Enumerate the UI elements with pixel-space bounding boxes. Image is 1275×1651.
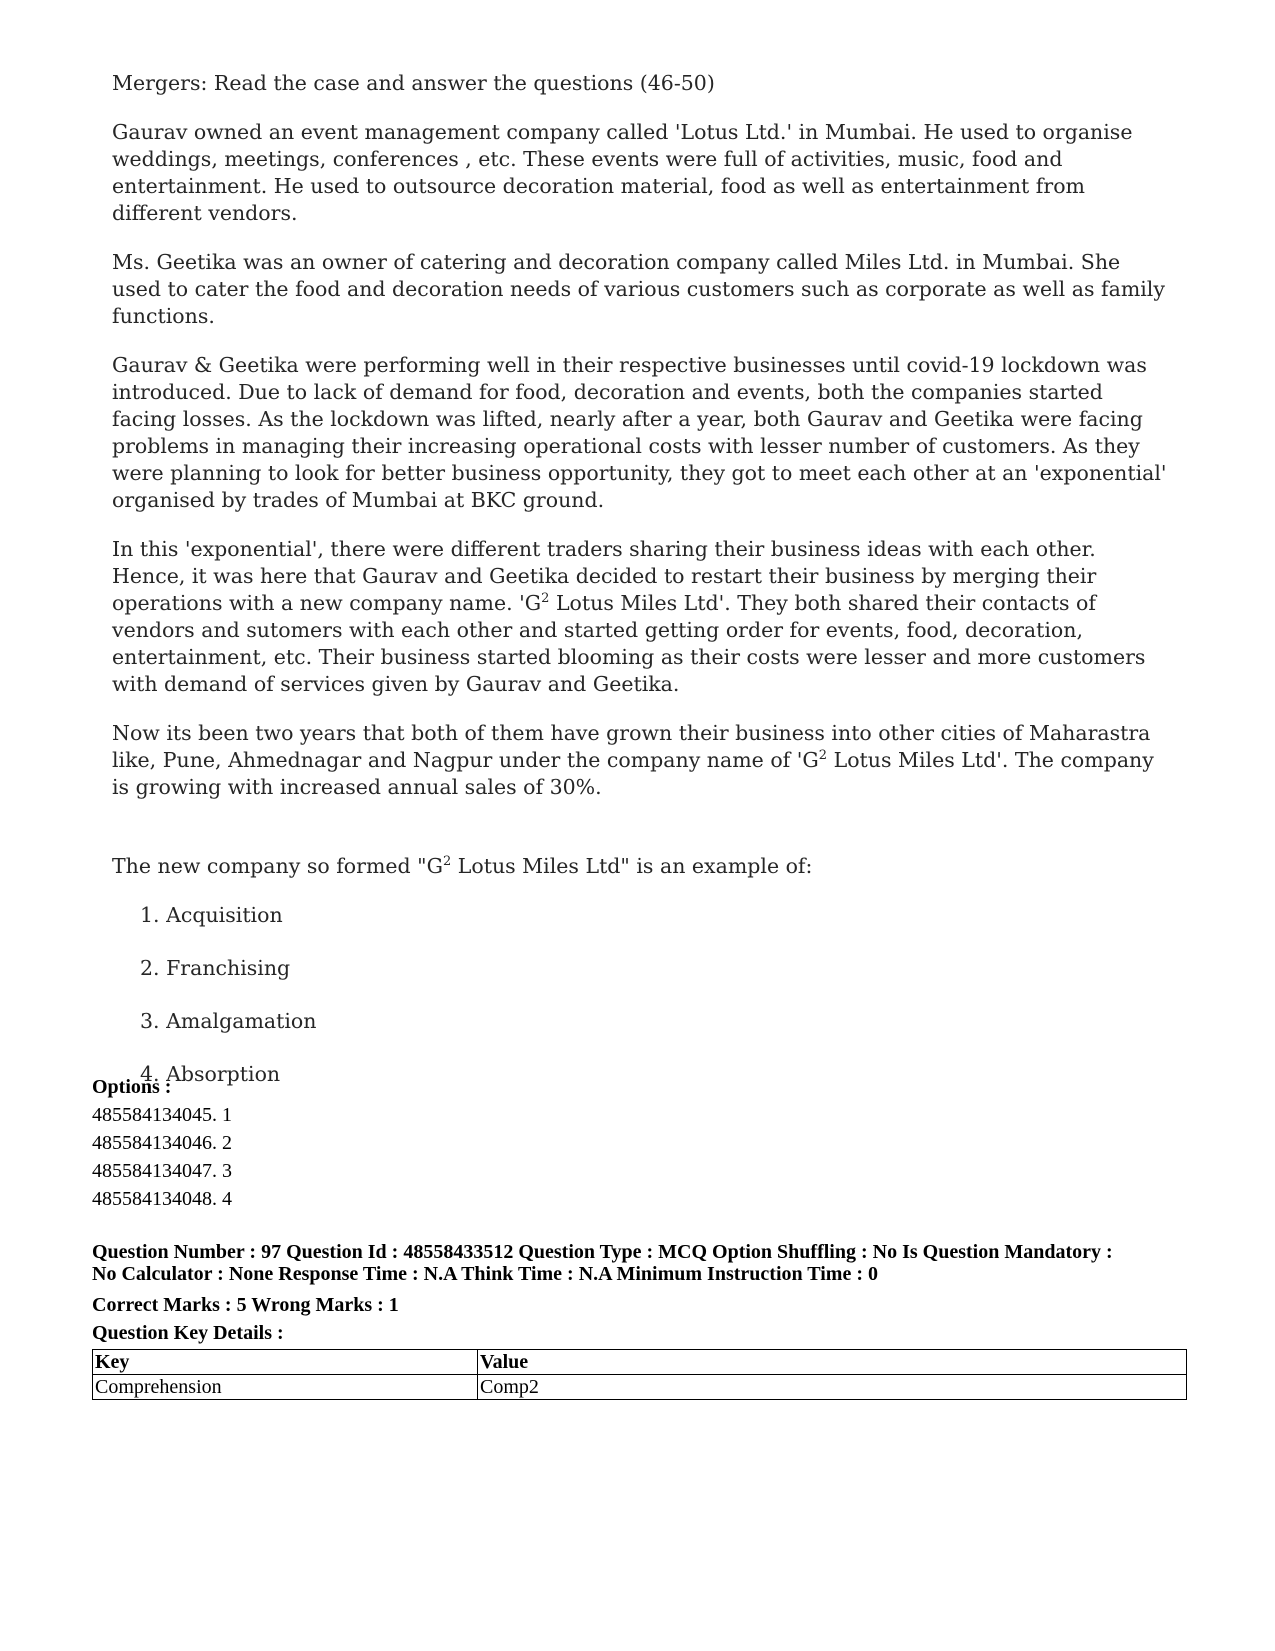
passage-paragraph-4 <box>112 536 1172 698</box>
question-info-line-2: No Calculator : None Response Time : N.A Think Time : N.A Minimum Instruction Time : 0 <box>92 1263 878 1285</box>
question-text-part-a: The new company so formed "G <box>112 854 443 878</box>
passage-paragraph-5 <box>112 720 1172 801</box>
answer-choice: 4. Absorption <box>140 1062 281 1086</box>
passage-paragraph-3: Gaurav & Geetika were performing well in their respective businesses until covid-19 lockdown was introduced. Due to lack of demand for food, decoration and events, both the companies started facing losses. As the lockdown was lifted, nearly after a year, both Gaurav and Geetika were facing problems in managing their increasing operational costs with lesser number of customers. As they were planning to look for better business opportunity, they got to meet each other at an 'exponential' organised by trades of Mumbai at BKC ground. <box>112 353 1167 512</box>
table-header-row <box>93 1350 1187 1375</box>
passage-heading: Mergers: Read the case and answer the questions (46-50) <box>112 71 715 95</box>
passage-paragraph-5-part-b: Lotus Miles Ltd'. The company is growing with increased annual sales of 30%. <box>112 748 1154 799</box>
question-info <box>92 1241 1192 1285</box>
answer-choice: 2. Franchising <box>140 956 291 980</box>
option-id-line: 485584134046. 2 <box>92 1132 232 1154</box>
table-header-key: Key <box>93 1350 478 1375</box>
option-id-line: 485584134048. 4 <box>92 1188 232 1210</box>
superscript: 2 <box>442 854 452 869</box>
answer-choice: 1. Acquisition <box>140 903 283 927</box>
table-row <box>93 1375 1187 1400</box>
superscript: 2 <box>818 748 828 763</box>
answer-choice-list <box>140 902 1172 1088</box>
passage-paragraph-2: Ms. Geetika was an owner of catering and decoration company called Miles Ltd. in Mumbai. She used to cater the food and decoration needs of various customers such as corporate as well as family functions. <box>112 250 1165 328</box>
question-text-part-b: Lotus Miles Ltd" is an example of: <box>451 854 813 878</box>
question-text <box>112 853 1172 880</box>
table-header-value: Value <box>478 1350 1187 1375</box>
option-id-line: 485584134045. 1 <box>92 1104 232 1126</box>
passage-paragraph-5-part-a: Now its been two years that both of them have grown their business into other cities of Maharastra like, Pune, Ahmednagar and Nagpur under the company name of 'G <box>112 721 1151 772</box>
marks-line: Correct Marks : 5 Wrong Marks : 1 <box>92 1294 399 1316</box>
passage-paragraph-4-part-b: Lotus Miles Ltd'. They both shared their contacts of vendors and sutomers with each other and started getting order for events, food, decoration, entertainment, etc. Their business started blooming as their costs were lesser and more customers with demand of services given by Gaurav and Geetika. <box>112 591 1146 696</box>
comprehension-passage <box>112 70 1172 1088</box>
table-cell-value: Comp2 <box>478 1375 1187 1400</box>
question-info-line-1: Question Number : 97 Question Id : 48558433512 Question Type : MCQ Option Shuffling : No Is Question Mandatory : <box>92 1241 1113 1263</box>
key-details-title: Question Key Details : <box>92 1322 284 1344</box>
passage-paragraph-1: Gaurav owned an event management company called 'Lotus Ltd.' in Mumbai. He used to organise weddings, meetings, conferences , etc. These events were full of activities, music, food and entertainment. He used to outsource decoration material, food as well as entertainment from different vendors. <box>112 120 1133 225</box>
question-metadata <box>92 1073 1192 1400</box>
options-title: Options : <box>92 1076 172 1098</box>
answer-choice: 3. Amalgamation <box>140 1009 317 1033</box>
superscript: 2 <box>541 591 550 606</box>
passage-paragraph-4-part-a: In this 'exponential', there were different traders sharing their business ideas with each other. Hence, it was here that Gaurav and Geetika decided to restart their business by merging their operations with a new company name. 'G <box>112 537 1097 615</box>
table-cell-key: Comprehension <box>93 1375 478 1400</box>
key-details-table <box>92 1349 1187 1400</box>
option-id-line: 485584134047. 3 <box>92 1160 232 1182</box>
